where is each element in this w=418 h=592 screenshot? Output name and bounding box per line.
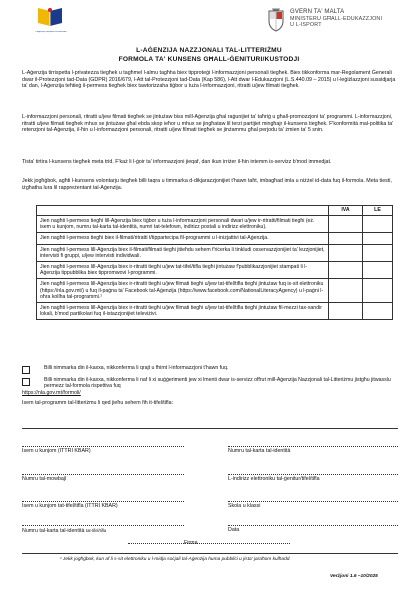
intro-paragraph-usage: L-informazzjoni personali, ritratti u/jew filmati tiegħek se jintużaw biss mill-Aġenzija għal raġunijiet ta' taħriġ u għall-promozzjoni ta' programmi. L-informazzjoni, ritratti u/jew filmati tiegħek mhux se jintużaw għal ebda skop ieħor u mhux se jingħataw lil terzi partijiet mingħajr il-kunsens tiegħek. F'konformità mal-politika ta' retenzjoni tal-Aġenzija, il-ħin u l-informazzjoni personali, ritratti u/jew filmati tiegħek se jinżammu għal perjodu ta' żmien ta' 5 snin. [22, 114, 394, 134]
table-row [37, 303, 393, 320]
child-name-label: Isem u kunjom tat-tifel/tifla (ITTRI KBAR) [22, 503, 118, 509]
consent-statement: Jien nagħti l-permess lill-Aġenzija biex il-filmati/filmati tiegħi jitieħdu sehem f'riċerka li tinkludi osservazzjonijiet ta' lezzjonijiet, intervisti fi gruppi, u/jew intervisti individwali. [37, 244, 329, 261]
yes-cell[interactable] [329, 233, 363, 244]
consent-statement: Jien nagħti l-permess lill-Aġenzija biex ir-ritratti tiegħi u/jew filmati tiegħi u/jew tat-tifel/tifla tiegħi jintużaw fil-mezzi tax-xandir lokali, b'mod partikolari fuq il-istazzjonijiet televiżivi. [37, 303, 329, 320]
no-cell[interactable] [363, 279, 393, 303]
child-id-line[interactable] [22, 525, 184, 526]
yes-cell[interactable] [329, 216, 363, 233]
programme-name-label: Isem tal-programm tal-litteriżmu li qed jieħu sehem fih it-tifel/tifla: [22, 400, 174, 406]
child-name-line[interactable] [22, 501, 184, 502]
yes-column-header: IVA [329, 206, 363, 216]
table-row [37, 279, 393, 303]
footnote: ¹ Jekk jogħġbok, kun af li s-sit elettroniku u l-midja soċjali tal-Aġenzija huma pubbliċi u jista' jaraħom kulħadd. [60, 557, 291, 562]
no-column-header: LE [363, 206, 393, 216]
consent-statement: Jien nagħti l-permess tiegħi lill-Aġenzija biex tiġbor u tuża l-informazzjoni personali dwari u/jew ir-ritratti/filmati tiegħi (eż. isem u kunjom, numru tal-karta tal-identità, numri tat-telefown, indirizz postali u indirizz elettroniku). [37, 216, 329, 233]
agency-logo [33, 5, 67, 39]
id-number-line[interactable] [228, 446, 398, 447]
footer-divider [22, 553, 398, 554]
complaints-label-text: Billi nimmarka din il-kaxxa, nikkonferma li naf li xi suġġerimenti jew xi lmenti dwar is-servizz offrut mill-Aġenzija Nazzjonali tal-Litteriżmu jistgħu jitwasslu permezz tal-formola rispettiva fuq [44, 377, 391, 390]
version-label: Verżjoni 1.6 –10/2025 [330, 574, 378, 579]
forms-link[interactable]: https://nla.gov.mt/formoli/ [22, 390, 81, 396]
child-id-label-sub: tat-tifel/tifla [85, 528, 107, 533]
intro-paragraph-privacy: L-Aġenzija tirrispetta l-privatezza tiegħek u tagħmel l-almu tagħha biex tipproteġi l-informazzjoni personali tiegħek. Biex tikkonforma mar-Regolament Ġenerali dwar il-Protezzjoni tad-Data (GDPR) 2016/679, l-Att tal-Protezzjoni tad-Data (Kap 586), l-Att dwar l-Edukazzjoni (L.S.440.09 – 2015) u l-leġiżlazzjoni sussidjarja ta' dan, l-Aġenzija teħtieġ il-permess tiegħek biex tawtorizzaha tiġbor u tuża l-informazzjoni, ritratti u/jew filmati tiegħek. [22, 70, 396, 90]
table-row [37, 216, 393, 233]
child-id-label-text: Numru tal-karta tal-identità [22, 528, 85, 534]
no-cell[interactable] [363, 244, 393, 261]
yes-cell[interactable] [329, 244, 363, 261]
table-row [37, 262, 393, 279]
id-number-label: Numru tal-karta tal-identità [228, 448, 291, 454]
yes-cell[interactable] [329, 262, 363, 279]
child-id-label [22, 527, 106, 535]
ministry-name-cont: U L-ISPORT [290, 22, 322, 28]
consent-statement: Jien nagħti l-permess lill-Aġenzija biex ir-ritratti tiegħi u/jew filmati tiegħi u/jew tat-tifel/tifla tiegħi jintużaw fuq is-sit elettroniku (https://nla.gov.mt/) u fuq il-paġna ta' Facebook tal-Aġenzija (https://www.facebook.com/NationalLiteracyAgency) u l-paġni l-oħra kollha tal-programmi.¹ [37, 279, 329, 303]
form-subtitle: FORMOLA TA' KUNSENS GĦALL-ĠENITURI/KUSTODJI [118, 56, 300, 63]
signature-label: Firma [184, 540, 198, 546]
malta-crest-icon [267, 8, 285, 32]
complaints-checkbox[interactable] [22, 378, 30, 386]
table-row [37, 244, 393, 261]
no-cell[interactable] [363, 233, 393, 244]
consent-statement: Jien nagħti l-permess lill-Aġenzija biex ir-ritratti tiegħi u/jew tat-tifel/tifla tiegħi jintużaw f'pubblikazzjonijiet stampati li l-Aġenzija tippubblika biex tippromwovi l-programmi. [37, 262, 329, 279]
read-understood-label: Billi nimmarka din il-kaxxa, nikkonferma li qrajt u fhimt l-informazzjoni t'hawn fuq. [44, 365, 229, 371]
statement-column-header [37, 206, 329, 216]
ministry-name: MINISTERU GĦALL-EDUKAZZJONI [290, 15, 383, 22]
consent-statement: Jien nagħti l-permess tiegħi biex il-filmati/ritratti t/tippartecipa fil-programmi u l-inizjattivi tal-Aġenzija. [37, 233, 329, 244]
date-line[interactable] [228, 525, 398, 526]
government-logo [267, 8, 387, 38]
name-surname-label: Isem u kunjom (ITTRI KBAR) [22, 448, 91, 454]
school-class-line[interactable] [228, 501, 398, 502]
yes-cell[interactable] [329, 279, 363, 303]
consent-table-header [37, 206, 393, 216]
intro-paragraph-withdraw: Tista' tirtira l-kunsens tiegħek meta trid. F'każ li l-ġoir ta' informazzjoni jieqaf, dan ikun irriżer il-ħin intemm is-servizz b'mod immedjat. [22, 159, 332, 165]
agency-logo-caption: L-Aġenzija Nazzjonali tal-Litteriżmu [35, 31, 67, 33]
date-label: Data [228, 527, 240, 533]
no-cell[interactable] [363, 262, 393, 279]
consent-table [36, 205, 393, 320]
read-understood-row [22, 365, 398, 374]
no-cell[interactable] [363, 216, 393, 233]
school-class-label: Skola u klassi [228, 503, 261, 509]
intro-paragraph-instructions: Jekk jogħġbok, agħti l-kunsens volontarju tiegħek billi taqra u timmarka d-dikjarazzjonijiet t'hawn taħt, imbagħad imla u niżżel id-data fuq il-formola. Meta tiesti, iżgħatha lura lil rappreżentant tal-Aġenzija. [22, 178, 392, 191]
email-line[interactable] [228, 474, 398, 475]
email-label: L-indirizz elettroniku tal-ġenitur/tifel/tifla [228, 476, 320, 482]
read-understood-checkbox[interactable] [22, 366, 30, 374]
table-row [37, 233, 393, 244]
programme-name-line[interactable] [22, 428, 398, 429]
signature-line[interactable] [128, 543, 290, 544]
name-surname-line[interactable] [22, 446, 184, 447]
complaints-label [44, 377, 398, 390]
mobile-line[interactable] [22, 474, 184, 475]
mobile-label: Numru tal-mowbajl [22, 476, 67, 482]
book-logo-icon [36, 7, 64, 27]
no-cell[interactable] [363, 303, 393, 320]
government-name: GVERN TA' MALTA [290, 9, 345, 15]
form-title: L-AĠENZIJA NAZZJONALI TAL-LITTERIŻMU [136, 47, 282, 54]
yes-cell[interactable] [329, 303, 363, 320]
